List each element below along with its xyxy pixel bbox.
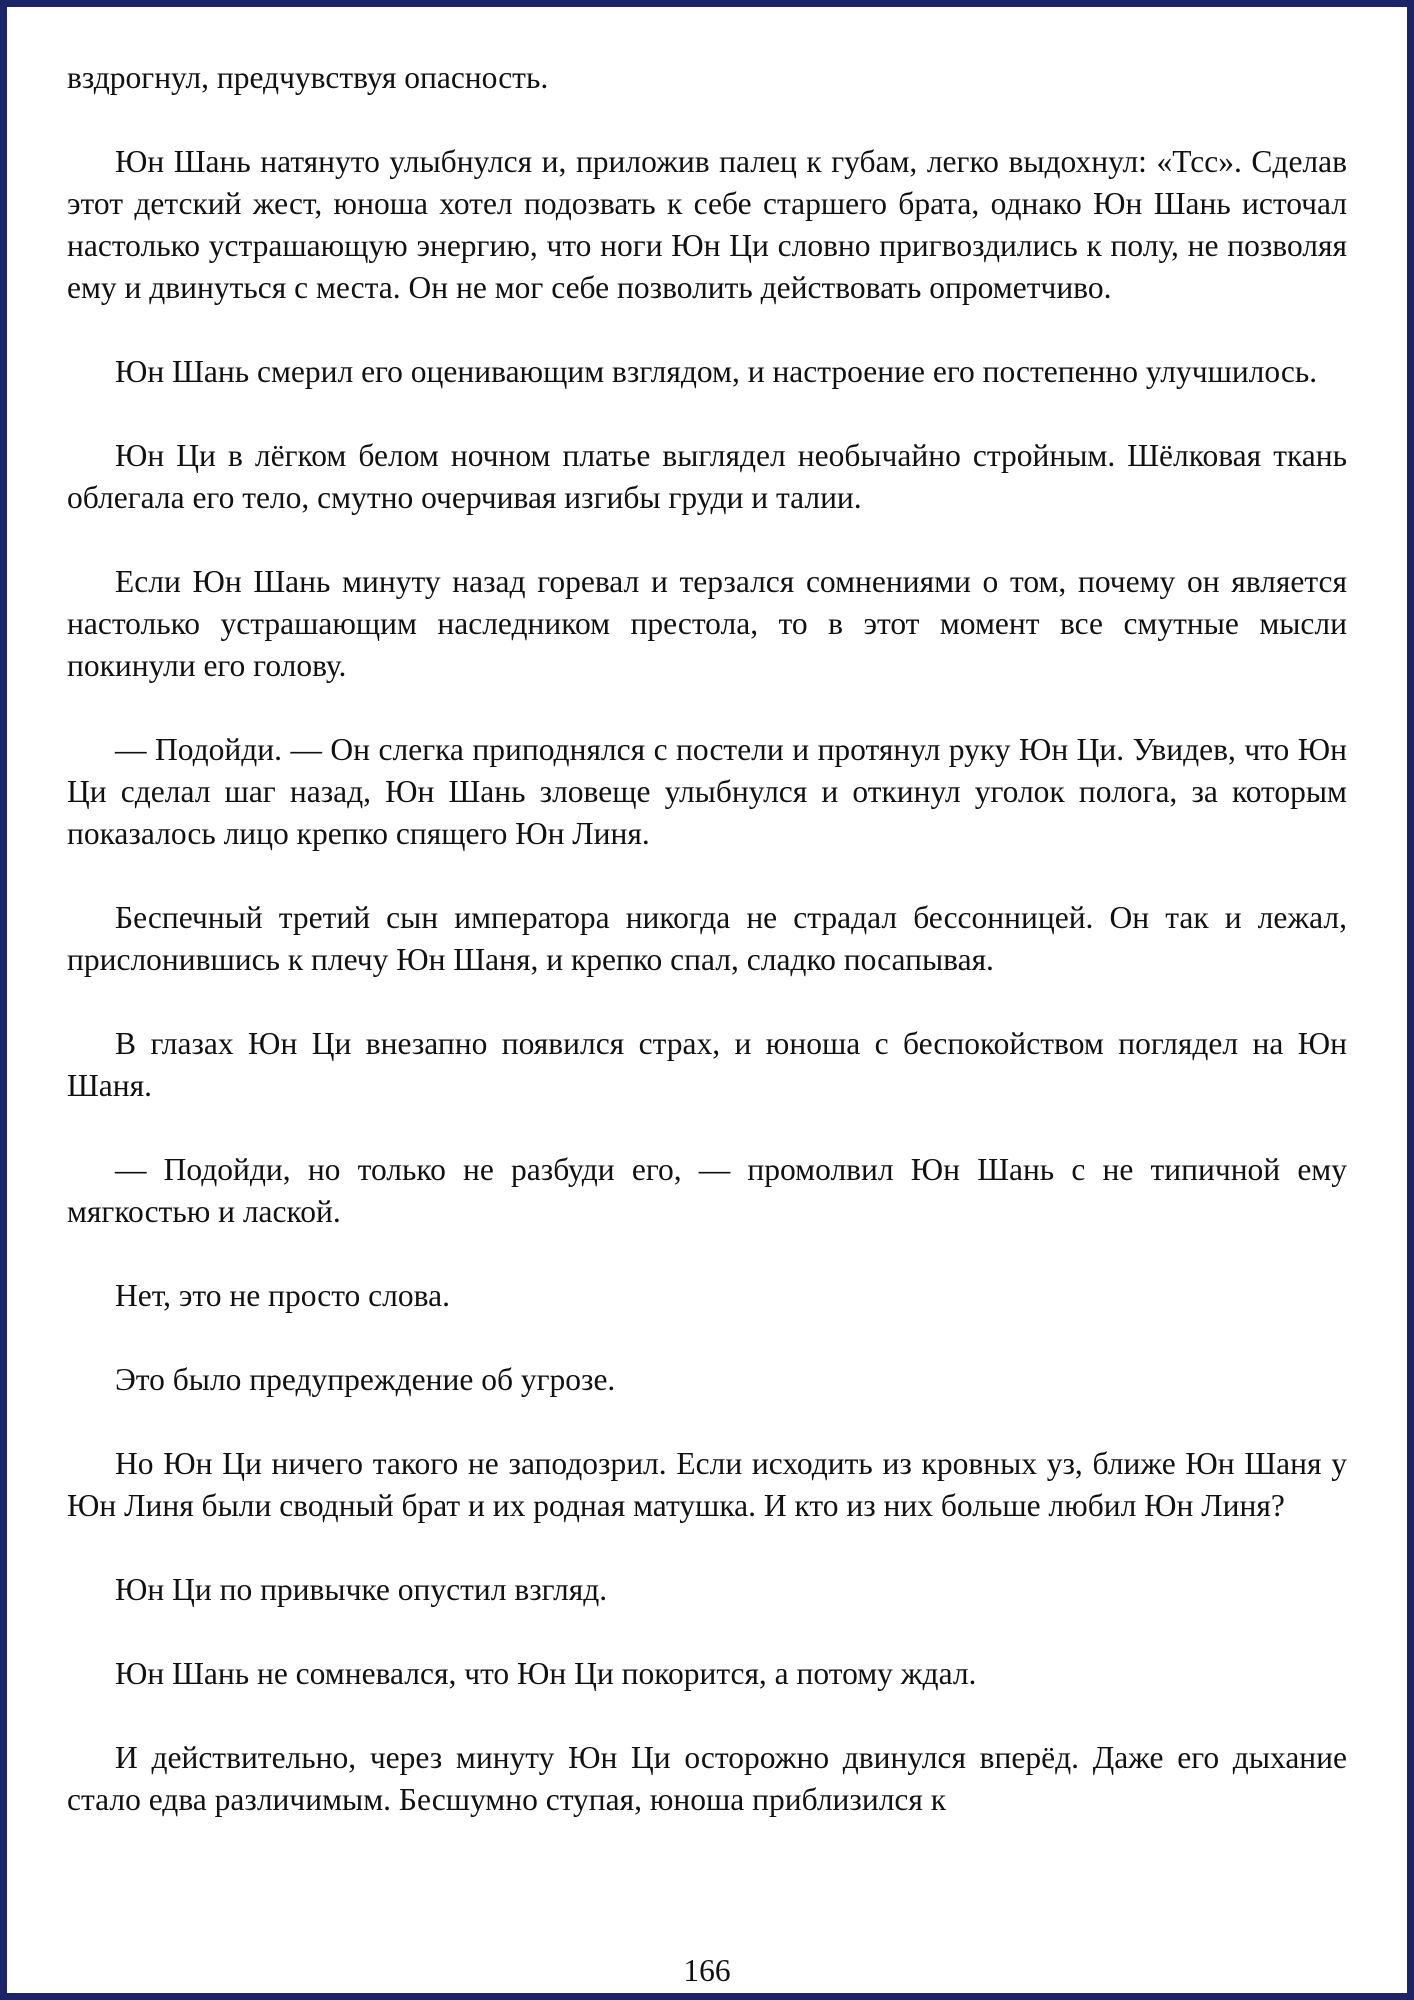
text-body	[67, 57, 1347, 1821]
paragraph-12: Но Юн Ци ничего такого не заподозрил. Если исходить из кровных уз, ближе Юн Шаня у Юн Линя были сводный брат и их родная матушка. И кто из них больше любил Юн Линя?	[67, 1446, 1347, 1523]
paragraph-3: Юн Шань смерил его оценивающим взглядом, и настроение его постепенно улучшилось.	[115, 354, 1318, 389]
paragraph-11: Это было предупреждение об угрозе.	[115, 1362, 616, 1397]
paragraph-7: Беспечный третий сын императора никогда не страдал бессонницей. Он так и лежал, прислонившись к плечу Юн Шаня, и крепко спал, сладко посапывая.	[67, 900, 1347, 977]
paragraph-9: — Подойди, но только не разбуди его, — промолвил Юн Шань с не типичной ему мягкостью и лаской.	[67, 1152, 1347, 1229]
paragraph-13: Юн Ци по привычке опустил взгляд.	[115, 1572, 608, 1607]
paragraph-4: Юн Ци в лёгком белом ночном платье выглядел необычайно стройным. Шёлковая ткань облегала его тело, смутно очерчивая изгибы груди и талии.	[67, 438, 1347, 515]
paragraph-1: вздрогнул, предчувствуя опасность.	[67, 60, 549, 95]
paragraph-5: Если Юн Шань минуту назад горевал и терзался сомнениями о том, почему он является настолько устрашающим наследником престола, то в этот момент все смутные мысли покинули его голову.	[67, 564, 1347, 683]
paragraph-14: Юн Шань не сомневался, что Юн Ци покорится, а потому ждал.	[115, 1656, 977, 1691]
page-number: 166	[683, 1953, 731, 1988]
paragraph-2: Юн Шань натянуто улыбнулся и, приложив палец к губам, легко выдохнул: «Тсс». Сделав этот детский жест, юноша хотел подозвать к себе старшего брата, однако Юн Шань источал настолько устрашающую энергию, что ноги Юн Ци словно пригвоздились к полу, не позволяя ему и двинуться с места. Он не мог себе позволить действовать опрометчиво.	[67, 144, 1347, 305]
paragraph-10: Нет, это не просто слова.	[115, 1278, 450, 1313]
paragraph-8: В глазах Юн Ци внезапно появился страх, и юноша с беспокойством поглядел на Юн Шаня.	[67, 1026, 1347, 1103]
paragraph-6: — Подойди. — Он слегка приподнялся с постели и протянул руку Юн Ци. Увидев, что Юн Ци сделал шаг назад, Юн Шань зловеще улыбнулся и откинул уголок полога, за которым показалось лицо крепко спящего Юн Линя.	[67, 732, 1347, 851]
paragraph-15: И действительно, через минуту Юн Ци осторожно двинулся вперёд. Даже его дыхание стало едва различимым. Бесшумно ступая, юноша приблизился к	[67, 1740, 1347, 1817]
